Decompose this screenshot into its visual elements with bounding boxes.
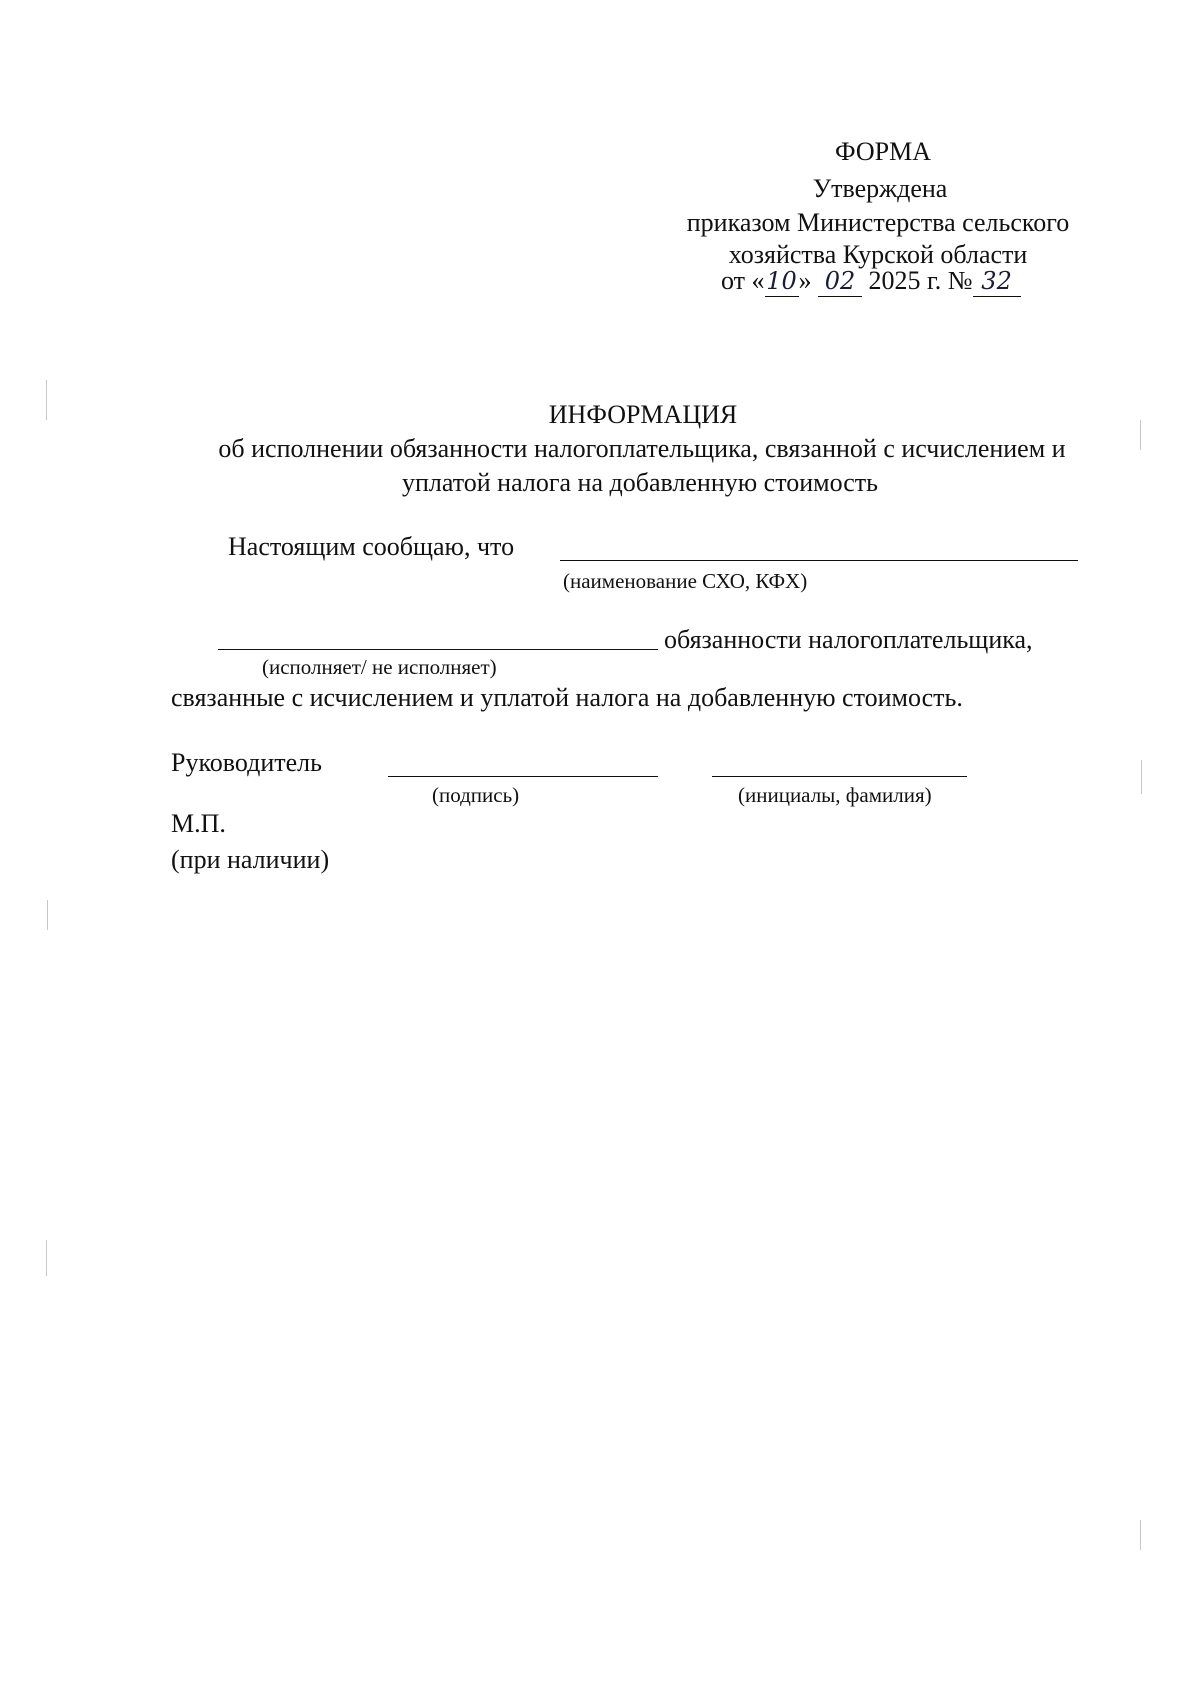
fulfil-status-caption: (исполняет/ не исполняет)	[262, 655, 497, 679]
document-subtitle-line-2: уплатой налога на добавленную стоимость	[401, 468, 879, 497]
order-line-1: приказом Министерства сельского	[686, 208, 1070, 237]
order-line-2: хозяйства Курской области	[728, 240, 1028, 269]
date-prefix: от «	[721, 266, 765, 295]
date-day-handwritten: 10	[766, 267, 797, 295]
document-subtitle-line-1: об исполнении обязанности налогоплательщика, связанной с исчислением и	[218, 434, 1066, 463]
date-month-handwritten: 02	[818, 268, 862, 297]
date-mid: »	[798, 266, 812, 295]
scan-artifact	[1141, 760, 1142, 794]
name-blank[interactable]	[712, 776, 967, 777]
signature-blank[interactable]	[388, 776, 658, 777]
form-label: ФОРМА	[835, 137, 931, 166]
signature-caption: (подпись)	[432, 783, 520, 807]
duties-text: обязанности налогоплательщика,	[664, 625, 1033, 654]
org-name-caption: (наименование СХО, КФХ)	[563, 569, 808, 593]
closing-line: связанные с исчислением и уплатой налога на добавленную стоимость.	[171, 683, 963, 712]
scan-artifact	[1140, 1520, 1141, 1550]
fulfil-status-blank[interactable]	[218, 649, 658, 650]
order-number-handwritten: 32	[973, 268, 1021, 297]
stamp-label: М.П.	[171, 809, 226, 838]
scan-artifact	[1140, 420, 1141, 450]
scan-artifact	[47, 900, 48, 930]
order-date-row	[721, 266, 1021, 297]
head-label: Руководитель	[171, 748, 322, 777]
name-caption: (инициалы, фамилия)	[738, 783, 932, 807]
org-name-blank[interactable]	[560, 560, 1078, 561]
date-year: 2025 г. №	[868, 266, 973, 295]
approved-label: Утверждена	[812, 174, 948, 203]
intro-text: Настоящим сообщаю, что	[228, 532, 515, 561]
document-title: ИНФОРМАЦИЯ	[548, 400, 738, 429]
scan-artifact	[46, 1240, 47, 1276]
stamp-note: (при наличии)	[171, 845, 330, 874]
scan-artifact	[46, 380, 47, 420]
